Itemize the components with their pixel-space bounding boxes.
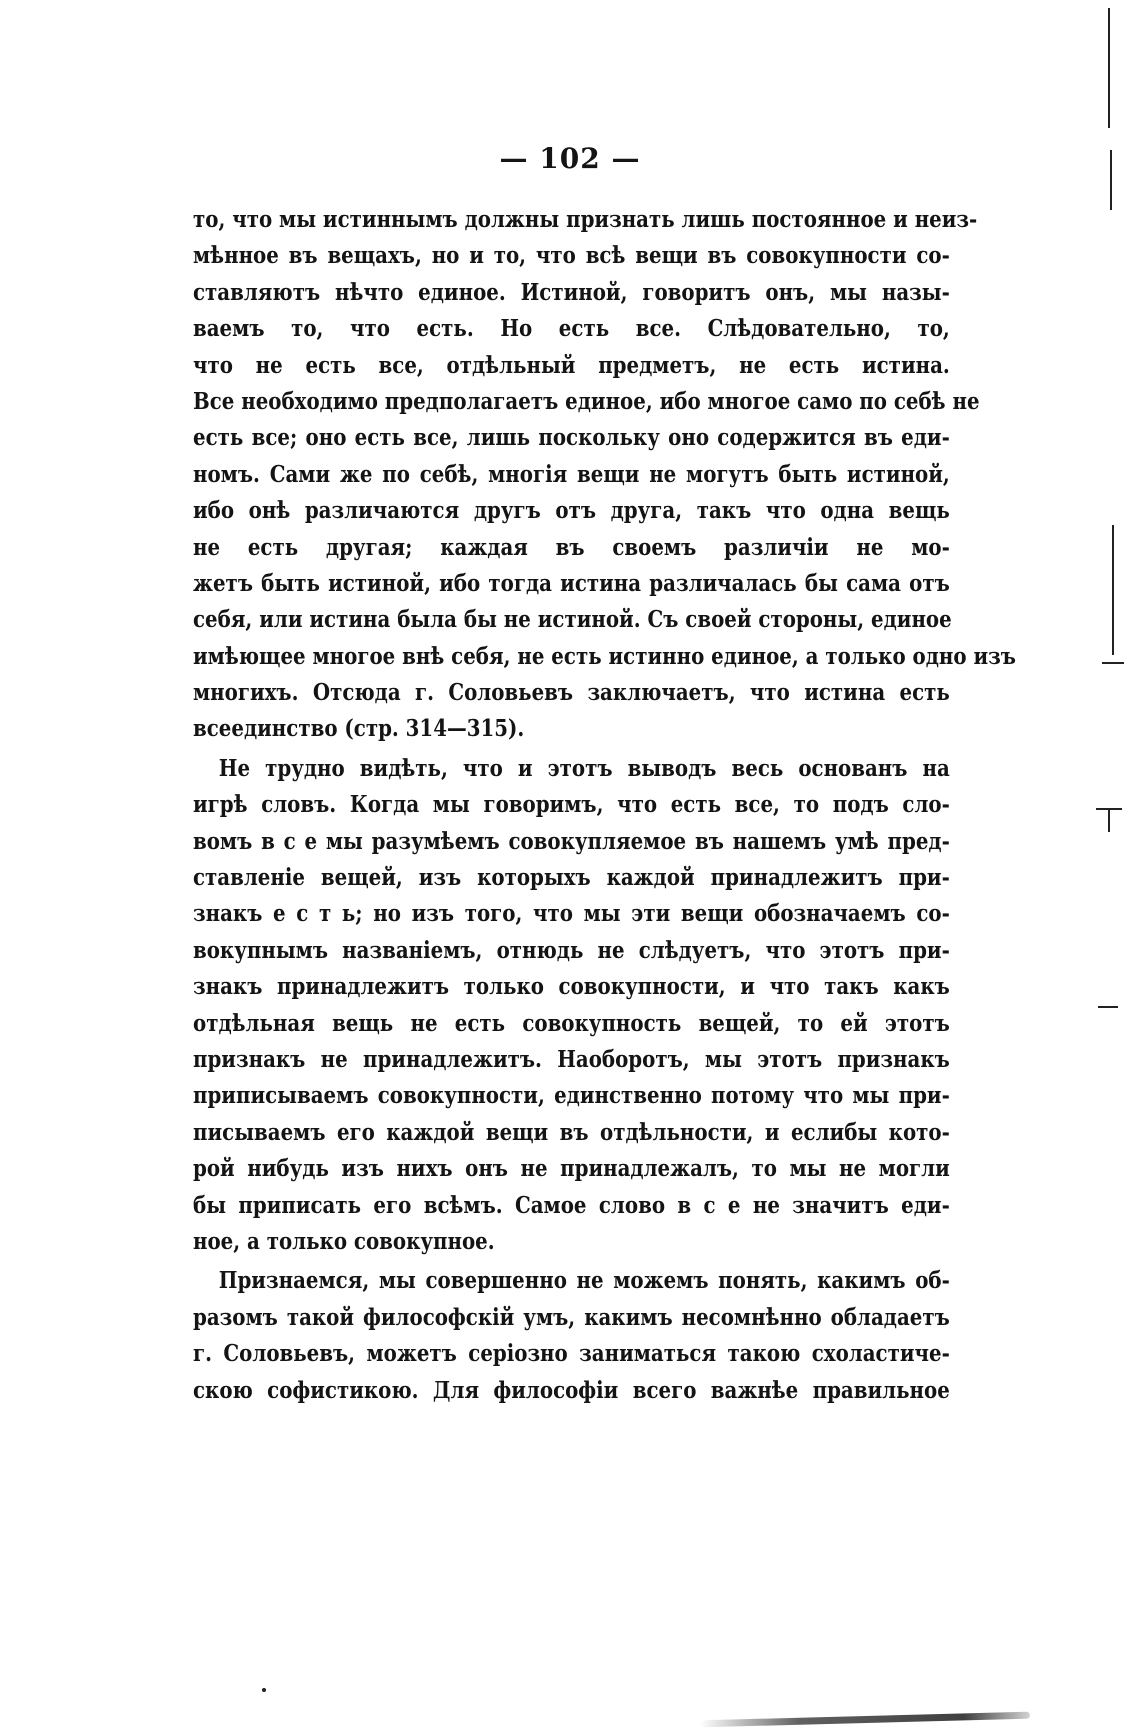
text-line: есть все; оно есть все, лишь поскольку оно содержится въ еди- [193, 424, 950, 452]
text-line: ное, а только совокупное. [193, 1227, 495, 1255]
text-line: мѣнное въ вещахъ, но и то, что всѣ вещи въ совокупности со- [193, 242, 950, 270]
text-line: имѣющее многое внѣ себя, не есть истинно единое, а только одно изъ [193, 642, 1016, 670]
margin-rule-mark [1108, 808, 1110, 832]
text-line: разомъ такой философскій умъ, какимъ несомнѣнно обладаетъ [193, 1303, 950, 1331]
text-line: г. Соловьевъ, можетъ серіозно заниматься такою схоластиче- [193, 1340, 950, 1368]
margin-tick-mark [1102, 662, 1124, 664]
text-line: всеединство (стр. 314—315). [193, 715, 525, 743]
margin-rule-mark [1108, 8, 1110, 128]
text-line: знакъ е с т ь; но изъ того, что мы эти вещи обозначаемъ со- [193, 900, 950, 928]
text-line: номъ. Сами же по себѣ, многія вещи не могутъ быть истиной, [193, 460, 950, 488]
text-line: ибо онѣ различаются другъ отъ друга, такъ что одна вещь [193, 497, 950, 525]
text-line: игрѣ словъ. Когда мы говоримъ, что есть все, то подъ сло- [193, 791, 950, 819]
text-line: ставляютъ нѣчто единое. Истиной, говоритъ онъ, мы назы- [193, 278, 950, 306]
text-line: признакъ не принадлежитъ. Наоборотъ, мы этотъ признакъ [193, 1045, 950, 1073]
text-line: писываемъ его каждой вещи въ отдѣльности, и еслибы кото- [193, 1118, 950, 1146]
text-line: вокупнымъ названіемъ, отнюдь не слѣдуетъ, что этотъ при- [193, 936, 950, 964]
text-line: Все необходимо предполагаетъ единое, ибо многое само по себѣ не [193, 387, 980, 415]
text-line: рой нибудь изъ нихъ онъ не принадлежалъ, то мы не могли [193, 1155, 950, 1183]
paragraph-start-line: Не трудно видѣть, что и этотъ выводъ весь основанъ на [218, 754, 950, 782]
text-line: знакъ принадлежитъ только совокупности, и что такъ какъ [193, 973, 950, 1001]
margin-rule-mark [1112, 525, 1114, 655]
scan-smudge [700, 1712, 1030, 1728]
text-line: вомъ в с е мы разумѣемъ совокупляемое въ нашемъ умѣ пред- [193, 827, 950, 855]
text-line: приписываемъ совокупности, единственно потому что мы при- [193, 1082, 950, 1110]
paragraph-start-line: Признаемся, мы совершенно не можемъ понять, какимъ об- [218, 1267, 950, 1295]
text-line: отдѣльная вещь не есть совокупность вещей, то ей этотъ [193, 1009, 950, 1037]
text-line: многихъ. Отсюда г. Соловьевъ заключаетъ, что истина есть [193, 679, 950, 707]
page-number: — 102 — [499, 142, 641, 175]
text-line: то, что мы истиннымъ должны признать лишь постоянное и неиз- [193, 206, 978, 233]
text-line: скою софистикою. Для философіи всего важнѣе правильное [193, 1376, 950, 1404]
text-line: себя, или истина была бы не истиной. Съ своей стороны, единое [193, 606, 952, 634]
margin-tick-mark [1098, 1006, 1118, 1008]
text-line: жетъ быть истиной, ибо тогда истина различалась бы сама отъ [193, 569, 950, 597]
margin-dot-mark [262, 1688, 266, 1692]
text-line: что не есть все, отдѣльный предметъ, не есть истина. [193, 351, 950, 379]
text-line: бы приписать его всѣмъ. Самое слово в с е не значитъ еди- [193, 1191, 950, 1219]
text-line: ставленіе вещей, изъ которыхъ каждой принадлежитъ при- [193, 864, 950, 892]
body-text [193, 202, 1016, 1409]
text-line: не есть другая; каждая въ своемъ различіи не мо- [193, 533, 950, 561]
margin-rule-mark [1110, 150, 1112, 210]
text-line: ваемъ то, что есть. Но есть все. Слѣдовательно, то, [193, 315, 950, 343]
